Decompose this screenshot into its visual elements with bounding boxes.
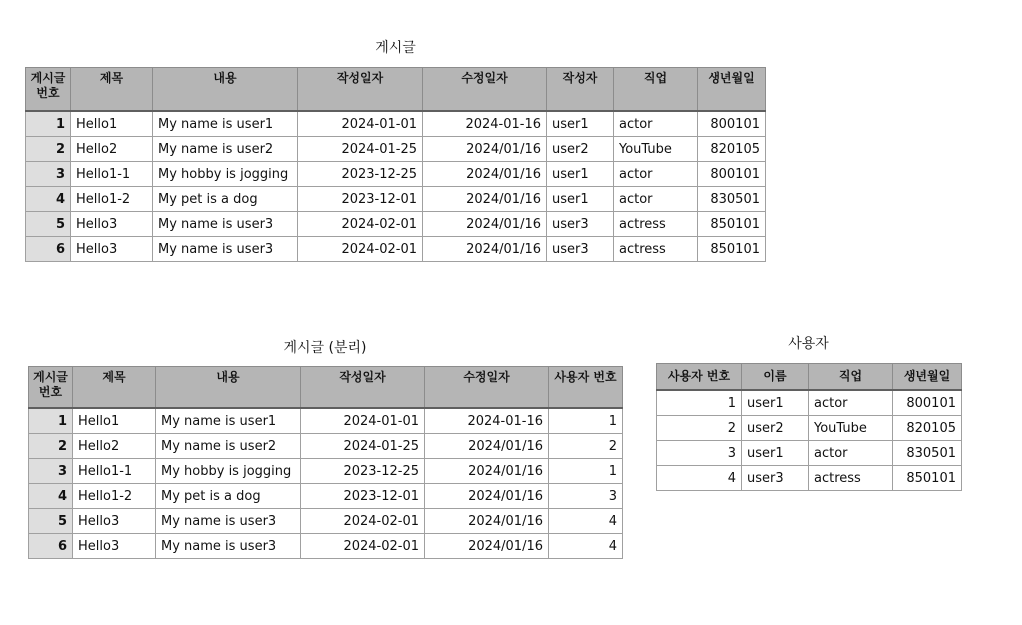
column-header: 게시글 번호 — [26, 68, 71, 112]
table-row — [26, 137, 766, 162]
table-cell: 2024-01-16 — [423, 111, 547, 137]
table-row — [657, 441, 962, 466]
table-cell: 2024/01/16 — [423, 237, 547, 262]
table-cell: 2024/01/16 — [425, 484, 549, 509]
table-cell: 820105 — [893, 416, 962, 441]
table-cell: Hello3 — [71, 237, 153, 262]
table-cell: Hello1-1 — [71, 162, 153, 187]
table-cell: actress — [614, 237, 698, 262]
column-header: 수정일자 — [423, 68, 547, 112]
column-header: 작성일자 — [301, 367, 425, 409]
table-row — [657, 390, 962, 416]
table-cell: user1 — [742, 390, 809, 416]
row-number-cell: 6 — [29, 534, 73, 559]
table-cell: 850101 — [698, 237, 766, 262]
table-cell: My name is user3 — [156, 509, 301, 534]
table-cell: My name is user2 — [156, 434, 301, 459]
posts-split-table — [28, 366, 623, 559]
table-cell: user2 — [547, 137, 614, 162]
row-number-cell: 2 — [657, 416, 742, 441]
row-number-cell: 2 — [29, 434, 73, 459]
table-cell: 800101 — [698, 111, 766, 137]
row-number-cell: 3 — [26, 162, 71, 187]
table-row — [26, 237, 766, 262]
row-number-cell: 5 — [29, 509, 73, 534]
row-number-cell: 2 — [26, 137, 71, 162]
table-cell: Hello3 — [71, 212, 153, 237]
table-cell: Hello1 — [71, 111, 153, 137]
table-cell: 2023-12-01 — [301, 484, 425, 509]
table-cell: 2024-02-01 — [298, 212, 423, 237]
column-header: 내용 — [156, 367, 301, 409]
table-cell: user1 — [547, 111, 614, 137]
table-cell: 2024/01/16 — [423, 187, 547, 212]
table-cell: 3 — [549, 484, 623, 509]
table-cell: 2024-01-16 — [425, 408, 549, 434]
posts-split-table-title: 게시글 (분리) — [283, 340, 367, 356]
table-cell: 850101 — [698, 212, 766, 237]
table-cell: actor — [809, 390, 893, 416]
table-cell: Hello1-1 — [73, 459, 156, 484]
column-header: 생년월일 — [893, 364, 962, 391]
row-number-cell: 4 — [26, 187, 71, 212]
row-number-cell: 6 — [26, 237, 71, 262]
table-cell: My pet is a dog — [153, 187, 298, 212]
table-cell: 1 — [549, 408, 623, 434]
column-header: 내용 — [153, 68, 298, 112]
table-cell: Hello1-2 — [73, 484, 156, 509]
table-cell: YouTube — [614, 137, 698, 162]
table-row — [29, 484, 623, 509]
table-cell: 2024/01/16 — [423, 162, 547, 187]
users-section — [656, 333, 962, 491]
table-cell: 2024-02-01 — [301, 534, 425, 559]
table-row — [29, 408, 623, 434]
row-number-cell: 3 — [29, 459, 73, 484]
table-cell: 2024/01/16 — [425, 509, 549, 534]
posts-section — [25, 37, 766, 262]
table-cell: actress — [809, 466, 893, 491]
table-cell: My name is user1 — [153, 111, 298, 137]
table-cell: My name is user2 — [153, 137, 298, 162]
users-table — [656, 363, 962, 491]
row-number-cell: 4 — [657, 466, 742, 491]
table-cell: 2024/01/16 — [423, 137, 547, 162]
table-cell: 2023-12-01 — [298, 187, 423, 212]
table-row — [26, 111, 766, 137]
column-header: 사용자 번호 — [549, 367, 623, 409]
table-cell: My name is user3 — [156, 534, 301, 559]
row-number-cell: 5 — [26, 212, 71, 237]
column-header: 제목 — [71, 68, 153, 112]
table-cell: 830501 — [698, 187, 766, 212]
row-number-cell: 1 — [26, 111, 71, 137]
row-number-cell: 3 — [657, 441, 742, 466]
table-cell: Hello1 — [73, 408, 156, 434]
table-cell: My hobby is jogging — [156, 459, 301, 484]
table-cell: 2023-12-25 — [301, 459, 425, 484]
table-cell: 1 — [549, 459, 623, 484]
table-cell: 2 — [549, 434, 623, 459]
posts-table-title: 게시글 — [375, 40, 416, 56]
table-cell: 820105 — [698, 137, 766, 162]
table-cell: 2024/01/16 — [423, 212, 547, 237]
table-cell: 830501 — [893, 441, 962, 466]
table-cell: My hobby is jogging — [153, 162, 298, 187]
column-header: 게시글 번호 — [29, 367, 73, 409]
table-cell: Hello3 — [73, 509, 156, 534]
table-cell: Hello2 — [71, 137, 153, 162]
table-cell: Hello1-2 — [71, 187, 153, 212]
column-header: 제목 — [73, 367, 156, 409]
table-row — [29, 534, 623, 559]
table-cell: 2024-02-01 — [301, 509, 425, 534]
table-cell: YouTube — [809, 416, 893, 441]
table-cell: 2023-12-25 — [298, 162, 423, 187]
column-header: 직업 — [614, 68, 698, 112]
table-cell: actor — [614, 162, 698, 187]
users-table-title: 사용자 — [788, 336, 829, 352]
table-row — [657, 466, 962, 491]
table-cell: user1 — [547, 162, 614, 187]
row-number-cell: 1 — [29, 408, 73, 434]
column-header: 생년월일 — [698, 68, 766, 112]
column-header: 직업 — [809, 364, 893, 391]
table-cell: 2024-01-01 — [298, 111, 423, 137]
table-cell: Hello3 — [73, 534, 156, 559]
table-cell: Hello2 — [73, 434, 156, 459]
table-cell: My name is user3 — [153, 237, 298, 262]
table-cell: 2024-01-25 — [301, 434, 425, 459]
column-header: 작성자 — [547, 68, 614, 112]
table-cell: user2 — [742, 416, 809, 441]
row-number-cell: 4 — [29, 484, 73, 509]
table-cell: 2024-02-01 — [298, 237, 423, 262]
table-cell: 2024-01-25 — [298, 137, 423, 162]
table-cell: 850101 — [893, 466, 962, 491]
table-cell: My pet is a dog — [156, 484, 301, 509]
table-cell: 4 — [549, 534, 623, 559]
table-cell: My name is user1 — [156, 408, 301, 434]
table-cell: user3 — [547, 237, 614, 262]
table-cell: user3 — [742, 466, 809, 491]
posts-split-section — [28, 337, 623, 559]
table-cell: 2024/01/16 — [425, 534, 549, 559]
table-cell: actor — [614, 187, 698, 212]
table-cell: 800101 — [698, 162, 766, 187]
table-row — [29, 509, 623, 534]
table-cell: actor — [614, 111, 698, 137]
table-row — [26, 187, 766, 212]
table-cell: user3 — [547, 212, 614, 237]
posts-table — [25, 67, 766, 262]
table-cell: 2024-01-01 — [301, 408, 425, 434]
table-cell: actress — [614, 212, 698, 237]
table-row — [26, 162, 766, 187]
table-row — [657, 416, 962, 441]
table-cell: user1 — [547, 187, 614, 212]
column-header: 작성일자 — [298, 68, 423, 112]
row-number-cell: 1 — [657, 390, 742, 416]
table-cell: user1 — [742, 441, 809, 466]
column-header: 사용자 번호 — [657, 364, 742, 391]
column-header: 이름 — [742, 364, 809, 391]
table-cell: My name is user3 — [153, 212, 298, 237]
table-cell: actor — [809, 441, 893, 466]
table-cell: 2024/01/16 — [425, 459, 549, 484]
table-row — [29, 459, 623, 484]
table-cell: 800101 — [893, 390, 962, 416]
table-cell: 2024/01/16 — [425, 434, 549, 459]
table-row — [29, 434, 623, 459]
column-header: 수정일자 — [425, 367, 549, 409]
table-row — [26, 212, 766, 237]
table-cell: 4 — [549, 509, 623, 534]
